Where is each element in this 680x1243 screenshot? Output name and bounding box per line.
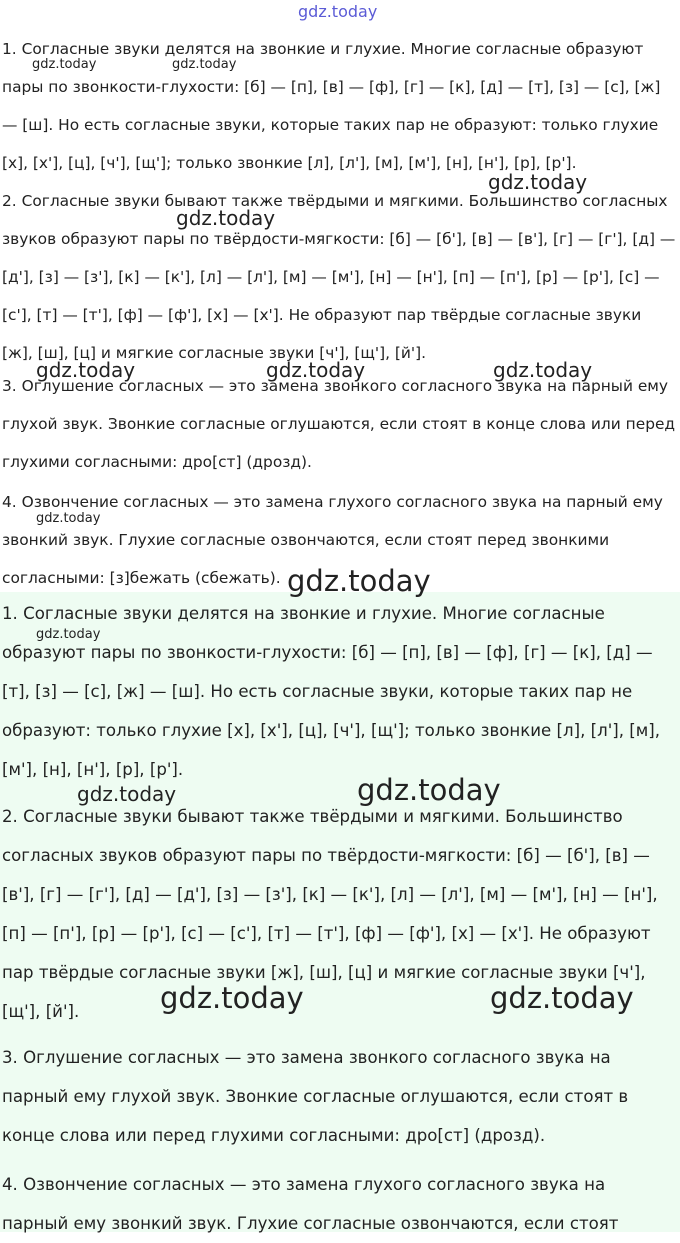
paragraph-b3: 3. Оглушение согласных — это замена звонкого согласного звука на парный ему глухой звук. Звонкие согласные оглушаются, если стоят в конце слова или перед глухими согласными: дро[ст] (дрозд). [2,1048,629,1145]
watermark: gdz.today [266,358,366,382]
watermark: gdz.today [287,564,431,598]
paragraph-a4: 4. Озвончение согласных — это замена глухого согласного звука на парный ему звонкий звук. Глухие согласные озвончаются, если стоят перед звонкими согласными: [з]бежать (сбежать). [2,493,663,587]
watermark: gdz.today [488,170,588,194]
paragraph-b4: 4. Озвончение согласных — это замена глухого согласного звука на парный ему звонкий звук. Глухие согласные озвончаются, если стоят [2,1175,619,1233]
answer-block-b [0,592,680,1232]
watermark: gdz.today [36,627,101,642]
watermark: gdz.today [36,511,101,526]
watermark: gdz.today [493,358,593,382]
watermark: gdz.today [172,57,237,72]
paragraph-a2: 2. Согласные звуки бывают также твёрдыми и мягкими. Большинство согласных звуков образуют пары по твёрдости-мягкости: [б] — [б'], [в] — [в'], [г] — [г'], [д] — [д'], [з] — [з'], [к] — [к'], [л] — [л'], [м] — [м'], [н] — [н'], [п] — [п'], [р] — [р'], [с] — [с'], [т] — [т'], [ф] — [ф'], [х] — [х']. Не образуют пар твёрдые согласные звуки [ж], [ш], [ц] и мягкие согласные звуки [ч'], [щ'], [й']. [2,192,676,362]
watermark: gdz.today [77,782,177,806]
answer-block-a [0,30,680,592]
watermark: gdz.today [176,206,276,230]
watermark: gdz.today [160,981,304,1015]
paragraph-b1: 1. Согласные звуки делятся на звонкие и глухие. Многие согласные образуют пары по звонкости-глухости: [б] — [п], [в] — [ф], [г] — [к], [д] — [т], [з] — [с], [ж] — [ш]. Но есть согласные звуки, которые таких пар не образуют: только глухие [х], [х'], [ц], [ч'], [щ']; только звонкие [л], [л'], [м], [м'], [н], [н'], [р], [р']. [2,604,661,779]
paragraph-a3: 3. Оглушение согласных — это замена звонкого согласного звука на парный ему глухой звук. Звонкие согласные оглушаются, если стоят в конце слова или перед глухими согласными: дро[ст] (дрозд). [2,377,676,471]
paragraph-b2: 2. Согласные звуки бывают также твёрдыми и мягкими. Большинство согласных звуков образуют пары по твёрдости-мягкости: [б] — [б'], [в] — [в'], [г] — [г'], [д] — [д'], [з] — [з'], [к] — [к'], [л] — [л'], [м] — [м'], [н] — [н'], [п] — [п'], [р] — [р'], [с] — [с'], [т] — [т'], [ф] — [ф'], [х] — [х']. Не образуют пар твёрдые согласные звуки [ж], [ш], [ц] и мягкие согласные звуки [ч'], [щ'], [й']. [2,807,658,1021]
watermark: gdz.today [36,358,136,382]
watermark: gdz.today [490,981,634,1015]
watermark: gdz.today [32,57,97,72]
watermark-top: gdz.today [298,2,378,21]
watermark: gdz.today [357,773,501,807]
paragraph-a1: 1. Согласные звуки делятся на звонкие и глухие. Многие согласные образуют пары по звонкости-глухости: [б] — [п], [в] — [ф], [г] — [к], [д] — [т], [з] — [с], [ж] — [ш]. Но есть согласные звуки, которые таких пар не образуют: только глухие [х], [х'], [ц], [ч'], [щ']; только звонкие [л], [л'], [м], [м'], [н], [н'], [р], [р']. [2,40,661,172]
